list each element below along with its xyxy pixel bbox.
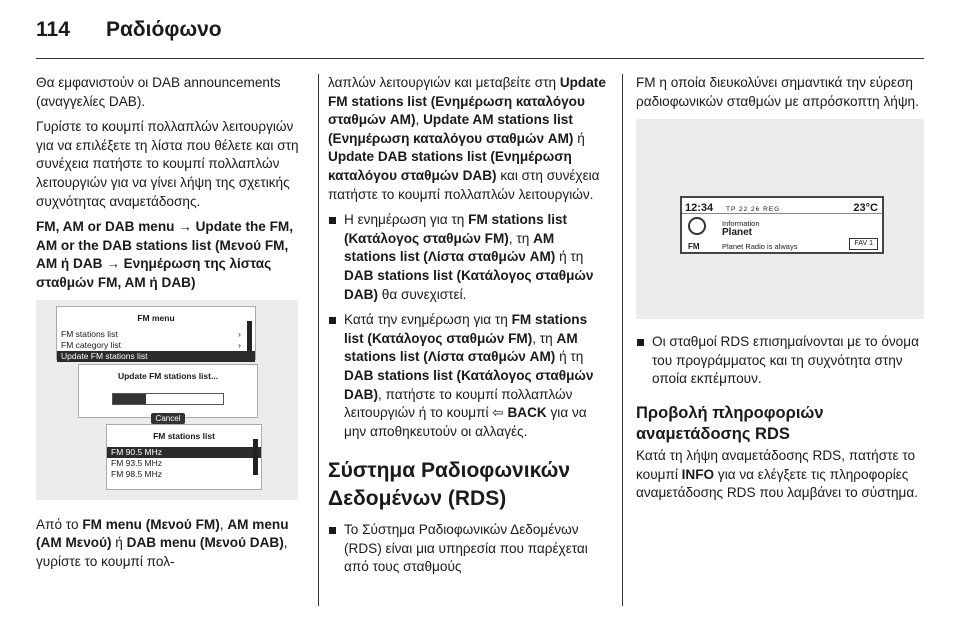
scrollbar[interactable]	[253, 439, 258, 475]
column-1	[36, 74, 306, 578]
bullet-square-icon	[329, 527, 336, 534]
station-row[interactable]: FM 93.5 MHz	[111, 458, 163, 469]
header-divider	[36, 58, 924, 59]
menu-path-text: FM, AM or DAB menu → Update the FM, AM or the DAB stations list (Μενού FM, AM ή DAB → Ενημέρωση της λίστας σταθμών FM, AM ή DAB)	[36, 219, 294, 290]
bullet-cancel-update: Κατά την ενημέρωση για τη FM stations list (Κατάλογος σταθμών FM), τη AM stations list (Λίστα σταθμών AM) ή τη DAB stations list (Κατάλογος σταθμών DAB), πατήστε το κουμπί πολλαπλών λειτουργιών ή το κουμπί ⇦ BACK για να μην αποθηκευτούν οι αλλαγές.	[328, 311, 606, 441]
paragraph-turn-knob: Γυρίστε το κουμπί πολλαπλών λειτουργιών για να επιλέξετε τη λίστα που θέλετε και στη συνέχεια πατήστε το κουμπί πολλαπλών λειτουργιών για να γίνει λήψη της σχετικής συχνότητας αναμετάδοσης.	[36, 119, 299, 209]
temperature: 23°C	[853, 202, 878, 215]
menu-item-fm-category-list[interactable]: FM category list ›	[61, 340, 241, 351]
scrollbar[interactable]	[247, 321, 252, 351]
bullet-square-icon	[329, 317, 336, 324]
column-2	[328, 74, 606, 584]
update-dialog	[78, 364, 258, 424]
update-progress-bar	[112, 393, 224, 405]
fm-menu-figure	[36, 300, 298, 500]
station-name: Planet	[722, 227, 753, 239]
section-title-rds: Σύστημα Ραδιοφωνικών Δεδομένων (RDS)	[328, 459, 571, 511]
rds-display-figure	[636, 119, 924, 319]
back-arrow-icon: ⇦	[492, 405, 504, 421]
menu-path	[36, 218, 306, 292]
bullet-square-icon	[329, 217, 336, 224]
page-number: 114	[36, 18, 70, 41]
info-button-label: INFO	[681, 466, 715, 482]
page-title: Ραδιόφωνο	[106, 18, 222, 41]
column-3	[636, 74, 924, 510]
column-divider-1	[318, 74, 319, 606]
paragraph-from-menu: Από το FM menu (Μενού FM), AM menu (AM Μενού) ή DAB menu (Μενού DAB), γυρίστε το κουμπί πολ-	[36, 516, 289, 569]
paragraph-dab-announcements: Θα εμφανιστούν οι DAB announcements (αναγγελίες DAB).	[36, 75, 281, 109]
paragraph-update-options: λαπλών λειτουργιών και μεταβείτε στη Update FM stations list (Ενημέρωση καταλόγου σταθμών AM), Update AM stations list (Ενημέρωση καταλόγου σταθμών AM) ή Update DAB stations list (Ενημέρωση καταλόγου σταθμών DAB) και στη συνέχεια πατήστε το κουμπί πολλαπλών λειτουργιών.	[328, 75, 606, 202]
progress-fill	[113, 394, 146, 404]
page-header	[36, 18, 924, 52]
subsection-title-rds-info: Προβολή πληροφοριών αναμετάδοσης RDS	[636, 403, 824, 443]
paragraph-info-button: Κατά τη λήψη αναμετάδοσης RDS, πατήστε το κουμπί INFO για να ελέγξετε τις πληροφορίες αναμετάδοσης RDS που λαμβάνει το σύστημα.	[636, 447, 919, 501]
fm-menu-window	[56, 306, 256, 360]
fm-stations-list-window	[106, 424, 262, 490]
status-icons: TP 22 26 REG	[726, 206, 781, 214]
menu-item-fm-stations-list[interactable]: FM stations list ›	[61, 329, 241, 340]
radio-text: Planet Radio is always	[722, 242, 798, 252]
cancel-button[interactable]: Cancel	[151, 413, 185, 424]
bullet-rds-stations: Οι σταθμοί RDS επισημαίνονται με το όνομα του προγράμματος και τη συχνότητα στην οποία εκπέμπουν.	[636, 333, 924, 389]
update-dialog-title: Update FM stations list...	[117, 370, 219, 381]
station-row[interactable]: FM 98.5 MHz	[111, 469, 163, 480]
status-bar	[682, 198, 882, 214]
chevron-right-icon: ›	[238, 340, 241, 351]
chevron-right-icon: ›	[238, 329, 241, 340]
fav-button[interactable]: FAV 1	[849, 238, 878, 250]
band-label: FM	[688, 242, 700, 252]
bullet-update-continues: Η ενημέρωση για τη FM stations list (Κατάλογος σταθμών FM), τη AM stations list (Λίστα σταθμών AM) ή τη DAB stations list (Κατάλογος σταθμών DAB) θα συνεχιστεί.	[328, 211, 606, 304]
paragraph-rds-continued: FM η οποία διευκολύνει σημαντικά την εύρεση ραδιοφωνικών σταθμών με απρόσκοπτη λήψη.	[636, 75, 919, 109]
clock: 12:34	[685, 202, 714, 215]
bullet-square-icon	[637, 339, 644, 346]
fm-stations-list-title: FM stations list	[153, 430, 215, 441]
info-label: Information	[722, 219, 760, 229]
fm-menu-title: FM menu	[137, 312, 175, 323]
column-divider-2	[622, 74, 623, 606]
radio-icon	[688, 217, 706, 235]
menu-item-update-fm-stations-list[interactable]: Update FM stations list	[57, 351, 255, 362]
bullet-rds-intro: Το Σύστημα Ραδιοφωνικών Δεδομένων (RDS) είναι μια υπηρεσία που παρέχεται από τους σταθμούς	[328, 521, 606, 577]
radio-display	[680, 196, 884, 254]
station-row[interactable]: FM 90.5 MHz	[107, 447, 261, 458]
